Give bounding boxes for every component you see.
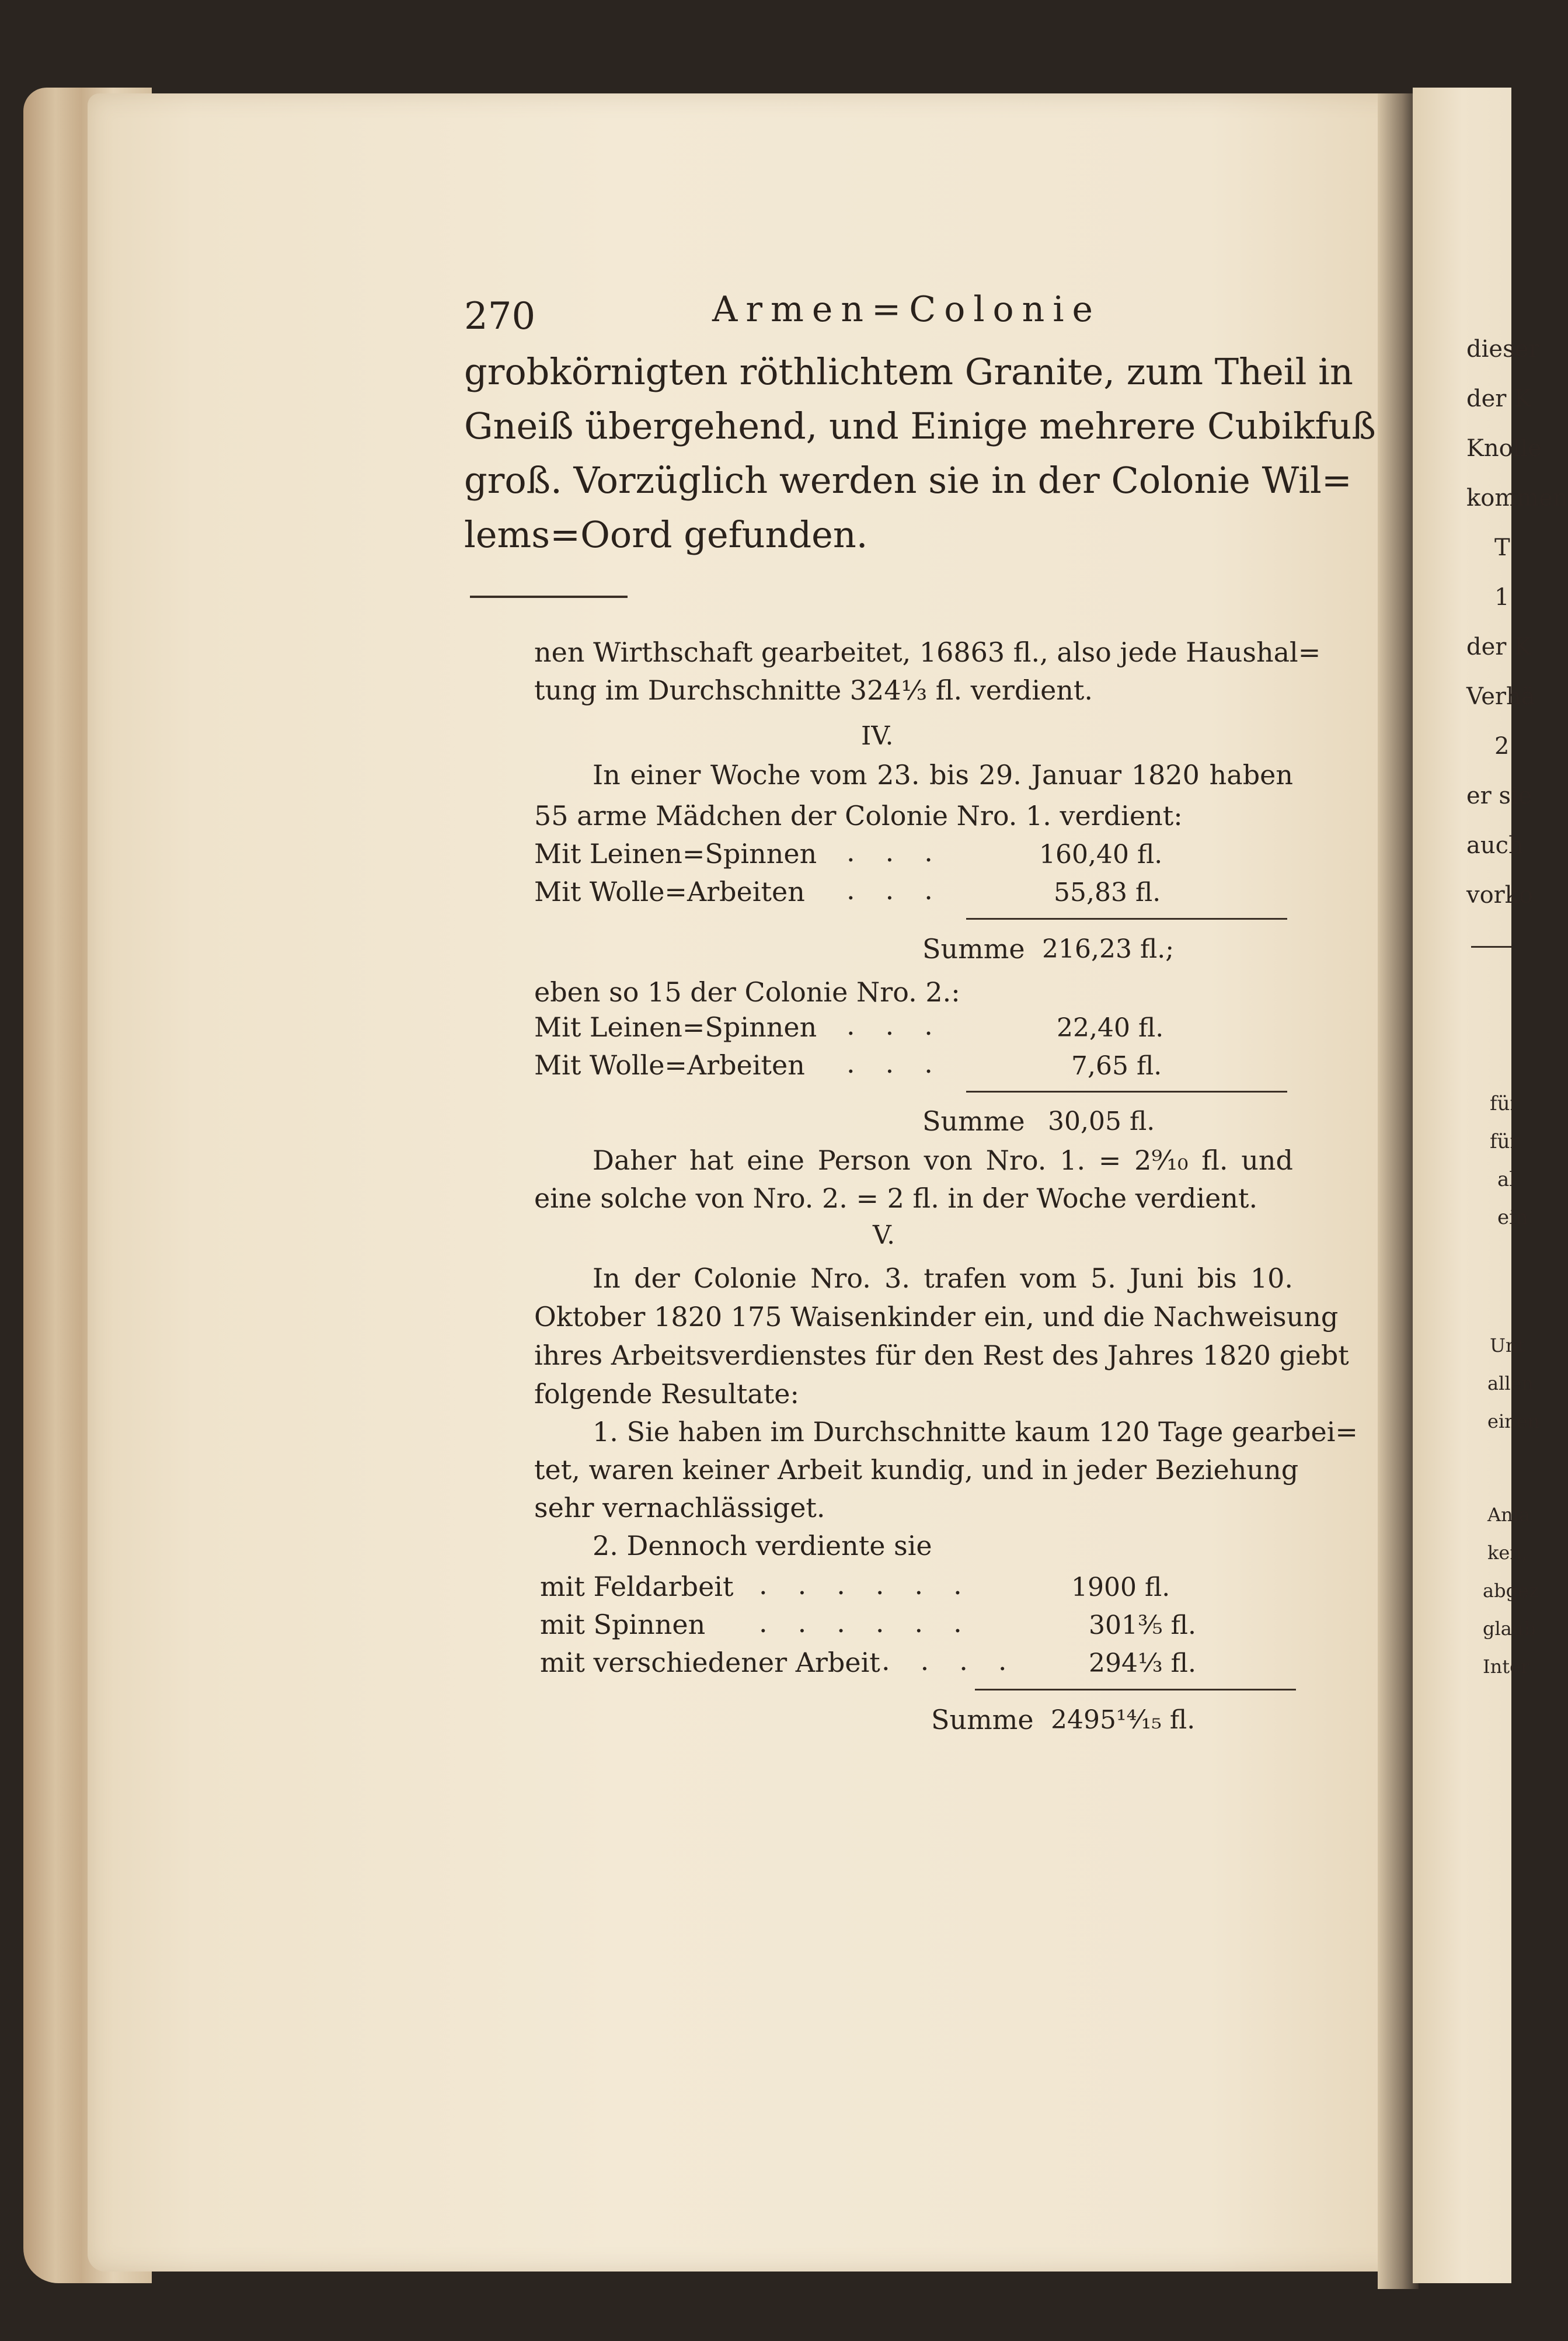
footnote-line: 1. Sie haben im Durchschnitte kaum 120 Tage gearbei=	[593, 1416, 1358, 1448]
sum-rule	[966, 1091, 1287, 1093]
main-paragraph	[464, 345, 1376, 562]
footnote-line: Daher hat eine Person von Nro. 1. = 2⁹⁄₁₀ fl. und	[593, 1145, 1293, 1176]
row-value: 55,83 fl.	[1054, 878, 1161, 907]
right-page-rule	[1471, 946, 1511, 948]
main-line: groß. Vorzüglich werden sie in der Colonie Wil=	[464, 459, 1352, 502]
footnote-line: folgende Resultate:	[534, 1378, 799, 1410]
footnote-line: eine solche von Nro. 2. = 2 fl. in der Woche verdient.	[534, 1182, 1258, 1214]
leader-dots: ...	[846, 1010, 963, 1041]
main-line: grobkörnigten röthlichtem Granite, zum Theil in	[464, 350, 1353, 393]
footnote-line: nen Wirthschaft gearbeitet, 16863 fl., also jede Haushal=	[534, 636, 1321, 668]
row-value: 1900 fl.	[1071, 1573, 1170, 1602]
sum-value: 216,23 fl.;	[1042, 934, 1175, 964]
right-page-fragment: für	[1490, 1130, 1520, 1153]
right-page-fragment: 2	[1494, 733, 1510, 760]
sum-label: Summe	[931, 1704, 1034, 1735]
right-page-fragment: Inter	[1483, 1655, 1530, 1678]
right-page-fragment: der K	[1466, 634, 1531, 660]
right-page-fragment: ein	[1497, 1206, 1528, 1229]
right-page-fragment: T	[1494, 534, 1510, 561]
sum-value: 30,05 fl.	[1048, 1107, 1155, 1136]
footnote-line: eben so 15 der Colonie Nro. 2.:	[534, 976, 960, 1008]
sum-label: Summe	[922, 1105, 1025, 1137]
footnote-line: ihres Arbeitsverdienstes für den Rest des Jahres 1820 giebt	[534, 1340, 1349, 1371]
right-page-fragment: er sie	[1466, 782, 1532, 809]
right-page-fragment: Unt	[1490, 1334, 1525, 1356]
right-page-fragment: ken,	[1487, 1542, 1528, 1564]
row-label: mit Feldarbeit	[540, 1571, 734, 1602]
footnote-line: sehr vernachlässiget.	[534, 1492, 825, 1523]
row-value: 7,65 fl.	[1071, 1051, 1162, 1081]
right-page-fragment: kommen	[1466, 485, 1568, 512]
footnote-line: 2. Dennoch verdiente sie	[593, 1530, 932, 1561]
footnote-line: tung im Durchschnitte 324⅓ fl. verdient.	[534, 674, 1093, 706]
right-page-fragment: 1	[1494, 584, 1510, 611]
leader-dots: ...	[846, 874, 963, 906]
right-page-fragment: für	[1490, 1092, 1520, 1115]
footnote-line: In einer Woche vom 23. bis 29. Januar 1820 haben	[593, 759, 1293, 791]
running-title: Armen=Colonie	[712, 289, 1102, 330]
footnote-rule	[470, 596, 628, 598]
footnote-line: tet, waren keiner Arbeit kundig, und in jeder Beziehung	[534, 1454, 1299, 1486]
row-label: Mit Wolle=Arbeiten	[534, 876, 805, 907]
right-page-fragment: einen	[1487, 1410, 1540, 1432]
footnote-line: In der Colonie Nro. 3. trafen vom 5. Juni bis 10.	[593, 1262, 1293, 1294]
main-line: lems=Oord gefunden.	[464, 513, 868, 556]
right-page-fragment: dieser	[1466, 336, 1540, 363]
right-page-fragment: glaub	[1483, 1618, 1536, 1640]
right-page-fragment: abgez	[1483, 1580, 1539, 1602]
leader-dots: ......	[759, 1569, 992, 1601]
row-label: Mit Wolle=Arbeiten	[534, 1049, 805, 1081]
sum-label: Summe	[922, 933, 1025, 965]
sum-rule	[975, 1689, 1296, 1690]
right-page-fragment: allen	[1487, 1372, 1534, 1394]
section-heading: V.	[873, 1220, 895, 1250]
sum-value: 2495¹⁴⁄₁₅ fl.	[1051, 1705, 1196, 1735]
right-page-fragment: vorko	[1466, 882, 1534, 909]
row-label: mit verschiedener Arbeit	[540, 1647, 880, 1678]
page-number: 270	[464, 295, 536, 338]
right-page-fragment: der K	[1466, 385, 1531, 412]
right-page-fragment: Verhä	[1466, 683, 1535, 710]
footnote-line: Oktober 1820 175 Waisenkinder ein, und die Nachweisung	[534, 1301, 1339, 1333]
leader-dots: ......	[759, 1607, 992, 1639]
row-label: Mit Leinen=Spinnen	[534, 838, 817, 869]
row-value: 301⅗ fl.	[1089, 1610, 1196, 1640]
right-page	[1413, 88, 1511, 2283]
sum-rule	[966, 918, 1287, 920]
main-line: Gneiß übergehend, und Einige mehrere Cubikfuß	[464, 405, 1376, 447]
row-value: 22,40 fl.	[1057, 1013, 1164, 1043]
right-page-fragment: al	[1497, 1168, 1516, 1191]
footnote-line: 55 arme Mädchen der Colonie Nro. 1. verdient:	[534, 800, 1183, 832]
row-label: mit Spinnen	[540, 1609, 706, 1640]
row-value: 294⅓ fl.	[1089, 1648, 1196, 1678]
right-page-fragment: auch	[1466, 832, 1524, 859]
leader-dots: ...	[846, 1048, 963, 1079]
section-heading: IV.	[861, 721, 894, 751]
leader-dots: ....	[881, 1645, 1037, 1676]
right-page-fragment: Anla	[1487, 1504, 1531, 1526]
row-value: 160,40 fl.	[1039, 840, 1163, 869]
leader-dots: ...	[846, 836, 963, 868]
right-page-fragment: Knolle	[1466, 435, 1542, 462]
row-label: Mit Leinen=Spinnen	[534, 1011, 817, 1043]
